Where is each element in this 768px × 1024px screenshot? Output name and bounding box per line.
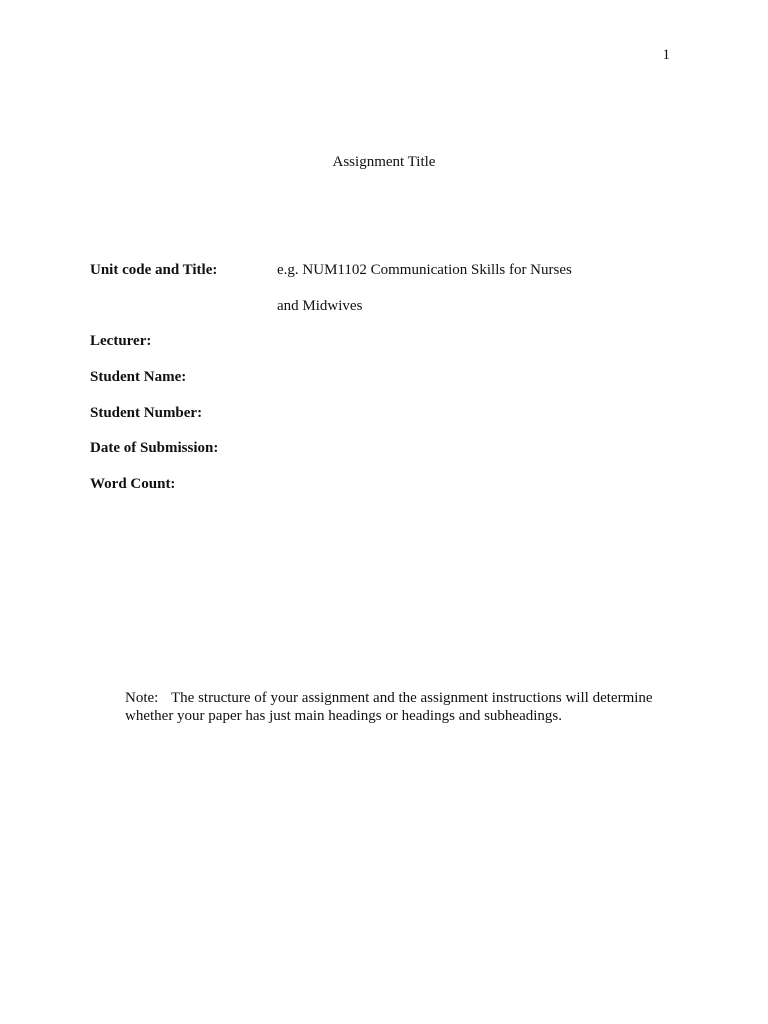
unit-code-value-line2: and Midwives: [277, 298, 363, 314]
note-text-line1: The structure of your assignment and the assignment instructions will determine: [171, 690, 653, 706]
date-of-submission-label: Date of Submission:: [90, 440, 219, 456]
note-paragraph: [125, 689, 685, 725]
student-name-label: Student Name:: [90, 369, 187, 385]
assignment-title: Assignment Title: [332, 154, 436, 170]
note-text-line2: whether your paper has just main headings or headings and subheadings.: [125, 708, 562, 724]
page-number: 1: [662, 47, 670, 63]
unit-code-value-line1: e.g. NUM1102 Communication Skills for Nurses: [277, 262, 572, 278]
student-number-label: Student Number:: [90, 405, 203, 421]
unit-code-label: Unit code and Title:: [90, 262, 218, 278]
lecturer-label: Lecturer:: [90, 333, 152, 349]
note-label: Note:: [125, 690, 159, 706]
note-line1: [125, 689, 685, 707]
word-count-label: Word Count:: [90, 476, 176, 492]
